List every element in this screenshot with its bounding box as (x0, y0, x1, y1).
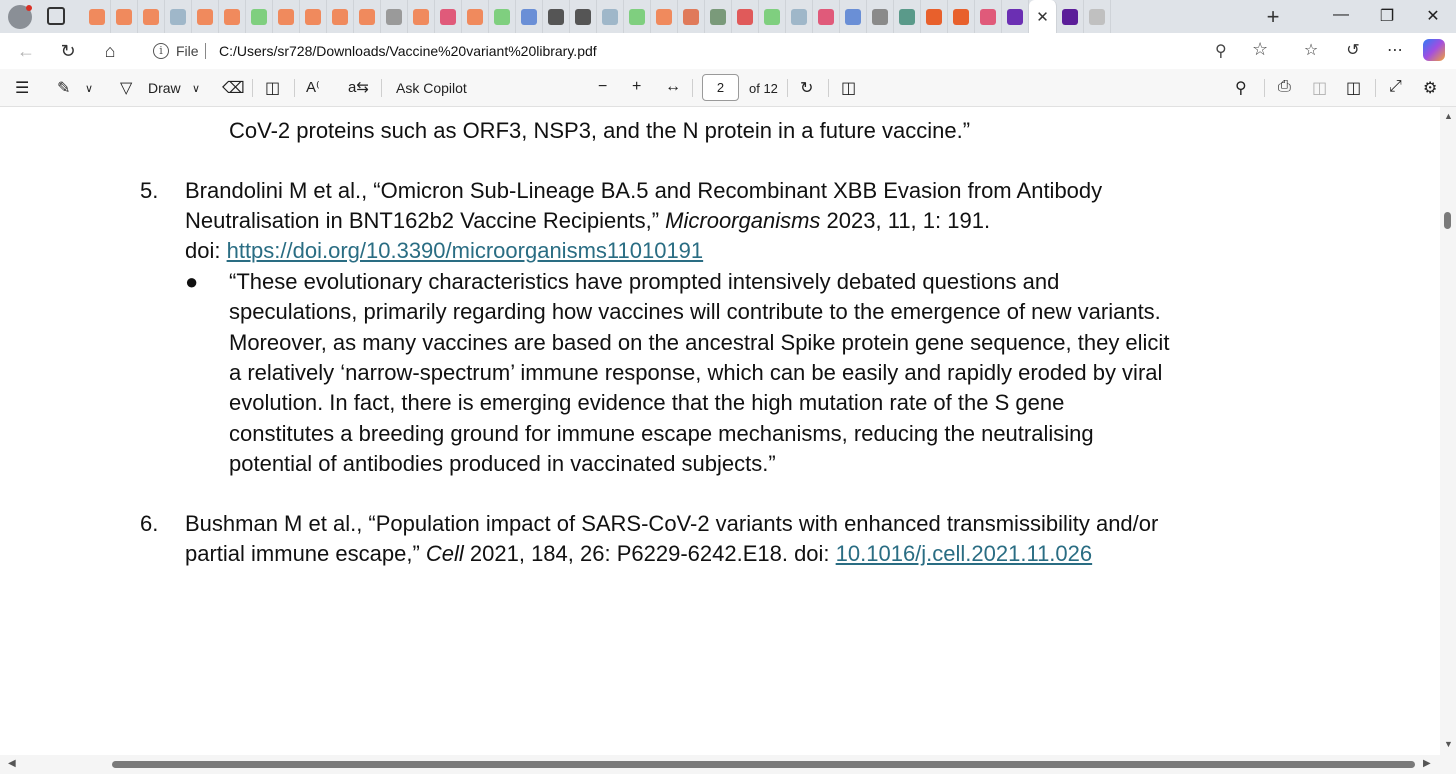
quote-line: a relatively ‘narrow-spectrum’ immune response, which can be easily and rapidly eroded by viral (229, 359, 1163, 385)
scroll-right-arrow-icon[interactable]: ▶ (1423, 758, 1431, 769)
browser-tab[interactable] (1002, 0, 1029, 33)
zoom-in-icon[interactable]: + (632, 78, 642, 95)
home-button[interactable]: ⌂ (104, 41, 116, 61)
tab-favicon-icon (467, 9, 483, 25)
tab-strip (84, 0, 1111, 33)
reference-5-number: 5. (140, 178, 159, 203)
tab-favicon-icon (1089, 9, 1105, 25)
draw-icon[interactable]: ▽ (120, 80, 133, 97)
browser-tab[interactable] (273, 0, 300, 33)
reference-6-journal: Cell (425, 541, 464, 566)
tab-actions-icon[interactable] (47, 7, 65, 25)
bullet-icon: ● (185, 269, 199, 294)
tab-favicon-icon (278, 9, 294, 25)
browser-tab[interactable] (381, 0, 408, 33)
fullscreen-icon[interactable]: ⤢ (1389, 78, 1402, 95)
horizontal-scrollbar[interactable] (0, 755, 1456, 774)
browser-tab[interactable] (354, 0, 381, 33)
tab-favicon-icon (602, 9, 618, 25)
vertical-scroll-thumb[interactable] (1444, 212, 1451, 229)
browser-tab[interactable] (975, 0, 1002, 33)
search-icon[interactable]: ⚲ (1235, 80, 1247, 97)
tab-favicon-icon (332, 9, 348, 25)
save-icon[interactable]: ◫ (1312, 80, 1328, 97)
site-info-icon[interactable]: i (153, 43, 169, 59)
pdf-toolbar (0, 69, 1456, 107)
draw-button[interactable]: Draw (148, 80, 181, 96)
tab-favicon-icon (629, 9, 645, 25)
browser-tab[interactable] (435, 0, 462, 33)
text-box-icon[interactable]: ◫ (265, 80, 281, 97)
tab-favicon-icon (251, 9, 267, 25)
tab-favicon-icon (170, 9, 186, 25)
browser-tab[interactable] (516, 0, 543, 33)
contents-icon[interactable]: ☰ (15, 80, 30, 97)
browser-tab[interactable] (867, 0, 894, 33)
browser-tab[interactable] (786, 0, 813, 33)
quote-line: evolution. In fact, there is emerging evidence that the high mutation rate of the S gene (229, 390, 1065, 416)
browser-tab[interactable] (678, 0, 705, 33)
rotate-icon[interactable]: ↻ (800, 80, 814, 97)
browser-tab[interactable] (948, 0, 975, 33)
close-tab-icon[interactable]: ✕ (1036, 8, 1049, 26)
tab-favicon-icon (1062, 9, 1078, 25)
favorite-star-icon[interactable]: ☆ (1252, 39, 1269, 59)
tab-favicon-icon (656, 9, 672, 25)
tab-favicon-icon (710, 9, 726, 25)
back-button[interactable]: ← (17, 41, 35, 61)
browser-tab[interactable] (921, 0, 948, 33)
quote-line: “These evolutionary characteristics have prompted intensively debated questions and (229, 269, 1060, 294)
tab-favicon-icon (359, 9, 375, 25)
browser-tab[interactable] (840, 0, 867, 33)
tab-favicon-icon (764, 9, 780, 25)
zoom-icon[interactable]: ⚲ (1215, 43, 1227, 60)
close-window-button[interactable]: ✕ (1426, 8, 1440, 25)
tab-favicon-icon (845, 9, 861, 25)
highlight-icon[interactable]: ✎ (57, 80, 71, 97)
tab-bar (0, 0, 1456, 33)
page-view-icon[interactable]: ◫ (841, 80, 857, 97)
browser-tab[interactable] (894, 0, 921, 33)
previous-reference-fragment: CoV-2 proteins such as ORF3, NSP3, and the N protein in a future vaccine.” (229, 118, 971, 143)
toolbar-divider (787, 79, 788, 97)
browser-tab[interactable] (489, 0, 516, 33)
file-scheme-label: File (176, 43, 199, 59)
highlight-dropdown-chevron-icon[interactable]: ∨ (85, 83, 94, 95)
active-browser-tab[interactable] (1029, 0, 1057, 33)
vertical-scrollbar[interactable] (1440, 107, 1456, 755)
tab-favicon-icon (386, 9, 402, 25)
toolbar-divider (828, 79, 829, 97)
toolbar-divider (381, 79, 382, 97)
browser-tab[interactable] (651, 0, 678, 33)
browser-tab[interactable] (732, 0, 759, 33)
more-menu-icon[interactable]: ⋯ (1387, 42, 1403, 59)
tab-favicon-icon (1007, 9, 1023, 25)
toolbar-divider (1375, 79, 1376, 97)
browser-tab[interactable] (192, 0, 219, 33)
reference-6-line: partial immune escape,” Cell 2021, 184, 26: P6229-6242.E18. doi: 10.1016/j.cell.2021.11.026 (185, 541, 1093, 566)
quote-line: speculations, primarily regarding how vaccines will contribute to the emergence of new variants. (229, 299, 1161, 325)
tab-favicon-icon (89, 9, 105, 25)
toolbar-divider (252, 79, 253, 97)
browser-tab[interactable] (597, 0, 624, 33)
tab-favicon-icon (494, 9, 510, 25)
toolbar-divider (692, 79, 693, 97)
tab-favicon-icon (224, 9, 240, 25)
tab-favicon-icon (926, 9, 942, 25)
browser-tab[interactable] (165, 0, 192, 33)
favorites-icon[interactable]: ☆ (1303, 42, 1319, 59)
quote-line: Moreover, as many vaccines are based on the ancestral Spike protein gene sequence, they elicit (229, 329, 1170, 355)
save-as-icon[interactable]: ◫ (1346, 80, 1362, 97)
browser-tab[interactable] (84, 0, 111, 33)
url-omnibox[interactable] (140, 36, 1290, 66)
tab-favicon-icon (791, 9, 807, 25)
scroll-down-arrow-icon[interactable]: ▼ (1444, 739, 1453, 749)
browser-tab[interactable] (1084, 0, 1111, 33)
ask-copilot-button[interactable]: Ask Copilot (396, 80, 467, 96)
tab-favicon-icon (953, 9, 969, 25)
reference-5-journal: Microorganisms (665, 208, 821, 233)
minimize-button[interactable]: — (1333, 6, 1349, 23)
tab-favicon-icon (575, 9, 591, 25)
browser-tab[interactable] (705, 0, 732, 33)
print-icon[interactable]: ⎙ (1278, 78, 1291, 95)
browser-tab[interactable] (408, 0, 435, 33)
browser-tab[interactable] (813, 0, 840, 33)
page-count: of 12 (749, 81, 778, 96)
erase-icon[interactable]: ⌫ (222, 80, 245, 97)
tab-favicon-icon (899, 9, 915, 25)
horizontal-scroll-thumb[interactable] (112, 761, 1415, 768)
reference-5-doi-link[interactable]: https://doi.org/10.3390/microorganisms11010191 (226, 238, 704, 263)
browser-tab[interactable] (219, 0, 246, 33)
tab-favicon-icon (305, 9, 321, 25)
tab-favicon-icon (116, 9, 132, 25)
tab-favicon-icon (980, 9, 996, 25)
tab-favicon-icon (737, 9, 753, 25)
quote-line: constitutes a breeding ground for immune escape mechanisms, reducing the neutralising (229, 420, 1094, 446)
reference-5-line: Neutralisation in BNT162b2 Vaccine Recipients,” Microorganisms 2023, 11, 1: 191. (185, 208, 991, 233)
new-tab-button[interactable]: + (1266, 4, 1280, 29)
tab-favicon-icon (143, 9, 159, 25)
omnibox-divider (205, 43, 206, 59)
reference-5-line: Brandolini M et al., “Omicron Sub-Lineage BA.5 and Recombinant XBB Evasion from Antibody (185, 178, 1103, 203)
browser-tab[interactable] (462, 0, 489, 33)
profile-avatar-icon[interactable] (8, 5, 32, 29)
tab-favicon-icon (872, 9, 888, 25)
browser-tab[interactable] (543, 0, 570, 33)
read-aloud-icon[interactable]: A⁽ (306, 79, 320, 96)
address-bar (0, 33, 1456, 69)
reference-6-line: Bushman M et al., “Population impact of SARS-CoV-2 variants with enhanced transmissibility and/or (185, 511, 1159, 536)
zoom-out-icon[interactable]: − (598, 78, 608, 95)
toolbar-divider (294, 79, 295, 97)
browser-tab[interactable] (624, 0, 651, 33)
browser-tab[interactable] (759, 0, 786, 33)
browser-tab[interactable] (111, 0, 138, 33)
scroll-left-arrow-icon[interactable]: ◀ (8, 758, 16, 769)
browser-tab[interactable] (327, 0, 354, 33)
scroll-up-arrow-icon[interactable]: ▲ (1444, 111, 1453, 121)
reference-6-number: 6. (140, 511, 159, 536)
tab-favicon-icon (818, 9, 834, 25)
draw-dropdown-chevron-icon[interactable]: ∨ (192, 83, 201, 95)
history-icon[interactable]: ↺ (1346, 42, 1360, 59)
browser-tab[interactable] (570, 0, 597, 33)
browser-tab[interactable] (300, 0, 327, 33)
reference-6-doi-link[interactable]: 10.1016/j.cell.2021.11.026 (835, 541, 1093, 566)
tab-favicon-icon (521, 9, 537, 25)
settings-gear-icon[interactable]: ⚙ (1423, 80, 1438, 97)
toolbar-divider (1264, 79, 1265, 97)
restore-button[interactable]: ❐ (1379, 8, 1395, 25)
page-number-input[interactable]: 2 (702, 74, 739, 101)
tab-favicon-icon (197, 9, 213, 25)
browser-tab[interactable] (138, 0, 165, 33)
copilot-icon[interactable] (1423, 39, 1445, 61)
tab-favicon-icon (440, 9, 456, 25)
fit-page-icon[interactable]: ↔ (665, 78, 681, 95)
tab-favicon-icon (683, 9, 699, 25)
tab-favicon-icon (413, 9, 429, 25)
translate-icon[interactable]: a⇆ (348, 79, 369, 96)
tab-favicon-icon (548, 9, 564, 25)
url-text[interactable]: C:/Users/sr728/Downloads/Vaccine%20variant%20library.pdf (219, 43, 597, 59)
reference-5-doi: doi: https://doi.org/10.3390/microorganisms11010191 (185, 238, 704, 263)
refresh-button[interactable]: ↻ (60, 41, 76, 61)
browser-tab[interactable] (1057, 0, 1084, 33)
browser-tab[interactable] (246, 0, 273, 33)
pdf-page (0, 107, 1440, 755)
quote-line: potential of antibodies produced in vaccinated subjects.” (229, 450, 776, 476)
